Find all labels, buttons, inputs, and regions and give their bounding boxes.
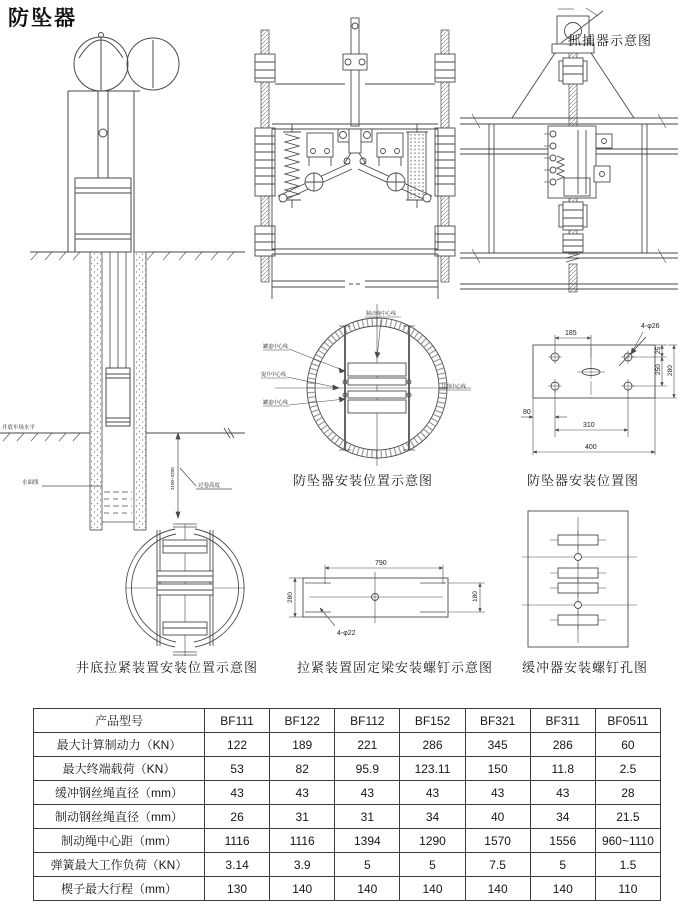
- row-label: 制动绳中心距（mm）: [34, 829, 205, 853]
- headframe-sheave: [68, 33, 179, 92]
- spec-table-head: [34, 709, 661, 733]
- spec-cell: 53: [205, 757, 270, 781]
- dim-400: 400: [585, 444, 597, 451]
- spec-cell: 82: [270, 757, 335, 781]
- table-row: [34, 733, 661, 757]
- spec-cell: 11.8: [530, 757, 595, 781]
- dim-180: 180: [472, 591, 479, 602]
- header-row: [34, 709, 661, 733]
- spec-cell: 123.11: [400, 757, 465, 781]
- spec-cell: 1570: [465, 829, 530, 853]
- caption-catcher: 抓捕器示意图: [568, 33, 653, 48]
- headframe-mast: [68, 91, 134, 252]
- spec-cell: 95.9: [335, 757, 400, 781]
- caption-pit-tension: 井底拉紧装置安装位置示意图: [76, 660, 259, 675]
- spec-cell: 1556: [530, 829, 595, 853]
- draw-bar: [343, 18, 367, 126]
- fall-arrester-mechanism-drawing: [250, 16, 460, 301]
- spec-cell: 960~1110: [595, 829, 660, 853]
- spec-cell: 34: [400, 805, 465, 829]
- col-header-model: BF112: [335, 709, 400, 733]
- mount-plate: [533, 345, 655, 398]
- row-label: 缓冲钢丝绳直径（mm）: [34, 781, 205, 805]
- col-header-product-model: 产品型号: [34, 709, 205, 733]
- row-label: 最大终端载荷（KN）: [34, 757, 205, 781]
- centerline-label-right: 井筒中心线: [441, 384, 467, 390]
- spec-cell: 345: [465, 733, 530, 757]
- spec-cell: 5: [530, 853, 595, 877]
- caption-install-position: 防坠器安装位置图: [527, 473, 640, 488]
- spec-cell: 130: [205, 877, 270, 901]
- dim-250: 250: [655, 364, 662, 375]
- dim-790: 790: [375, 560, 387, 567]
- spec-cell: 28: [595, 781, 660, 805]
- spec-cell: 140: [400, 877, 465, 901]
- lever-arms: [278, 163, 432, 202]
- dim-310: 310: [583, 422, 595, 429]
- catcher-drawing: [460, 6, 678, 298]
- spec-cell: 1116: [205, 829, 270, 853]
- spec-cell: 286: [400, 733, 465, 757]
- spec-cell: 1116: [270, 829, 335, 853]
- col-header-model: BF321: [465, 709, 530, 733]
- overwind-label: 过卷高度: [198, 483, 221, 489]
- buffer-holes-drawing: [522, 505, 637, 653]
- spec-cell: 140: [335, 877, 400, 901]
- col-header-model: BF122: [270, 709, 335, 733]
- spec-cell: 2.5: [595, 757, 660, 781]
- spec-cell: 31: [335, 805, 400, 829]
- dim-280: 280: [287, 592, 294, 603]
- bolt-holes: [548, 337, 646, 395]
- caption-install-schematic: 防坠器安装位置示意图: [293, 473, 434, 488]
- catcher-block: [544, 126, 612, 198]
- spec-cell: 150: [465, 757, 530, 781]
- spec-cell: 21.5: [595, 805, 660, 829]
- spec-cell: 43: [335, 781, 400, 805]
- centerline-label-left-top: 罐道中心线: [263, 344, 289, 350]
- spec-cell: 110: [595, 877, 660, 901]
- install-position-drawing: [515, 315, 680, 465]
- spec-cell: 122: [205, 733, 270, 757]
- dimension-lines: [521, 332, 677, 455]
- spec-table: [33, 708, 661, 901]
- spec-table-body: [34, 733, 661, 901]
- spec-cell: 43: [205, 781, 270, 805]
- spec-cell: 286: [530, 733, 595, 757]
- spec-cell: 140: [270, 877, 335, 901]
- spec-cell: 1.5: [595, 853, 660, 877]
- col-header-model: BF152: [400, 709, 465, 733]
- spec-cell: 7.5: [465, 853, 530, 877]
- centerline-label-top: 制动绳中心线: [366, 311, 397, 317]
- table-row: [34, 853, 661, 877]
- dim-280: 280: [667, 365, 674, 376]
- dim-80: 80: [523, 409, 531, 416]
- upper-conveyance: [75, 178, 131, 252]
- spec-cell: 3.14: [205, 853, 270, 877]
- lower-conveyance: [106, 368, 130, 426]
- center-hole: [309, 572, 443, 623]
- spec-cell: 140: [465, 877, 530, 901]
- dim-4phi26: 4-φ26: [641, 323, 660, 330]
- page-title: 防坠器: [8, 7, 77, 30]
- water-line-label: 水面线: [22, 480, 39, 486]
- spec-cell: 1290: [400, 829, 465, 853]
- upper-rope-clamp: [559, 58, 587, 84]
- caption-tension-beam: 拉紧装置固定梁安装螺钉示意图: [297, 660, 494, 675]
- center-linkage: [338, 129, 372, 164]
- row-label: 制动钢丝绳直径（mm）: [34, 805, 205, 829]
- dim-25: 25: [655, 346, 662, 354]
- table-row: [34, 877, 661, 901]
- dim-185: 185: [565, 330, 577, 337]
- spec-cell: 1394: [335, 829, 400, 853]
- row-label: 楔子最大行程（mm）: [34, 877, 205, 901]
- table-row: [34, 781, 661, 805]
- beam-notches: [305, 583, 446, 612]
- spec-cell: 221: [335, 733, 400, 757]
- col-header-model: BF0511: [595, 709, 660, 733]
- table-row: [34, 829, 661, 853]
- tension-beam-drawing: [275, 540, 525, 655]
- col-header-model: BF311: [530, 709, 595, 733]
- spec-cell: 26: [205, 805, 270, 829]
- cage-body-outline: [272, 249, 438, 299]
- pit-bottom-level: [0, 428, 245, 441]
- spec-cell: 31: [270, 805, 335, 829]
- dim-4phi22: 4-φ22: [337, 630, 356, 637]
- pit-level-label: 井底车场水平: [2, 425, 36, 431]
- spec-cell: 60: [595, 733, 660, 757]
- table-row: [34, 757, 661, 781]
- overwind-dim-label: 3100~3200: [170, 467, 175, 490]
- water-sump: [42, 486, 134, 522]
- spec-cell: 43: [270, 781, 335, 805]
- spec-table-wrap: [33, 708, 661, 901]
- spec-cell: 140: [530, 877, 595, 901]
- pit-tension-drawing: [105, 524, 265, 656]
- spec-cell: 5: [335, 853, 400, 877]
- shaft-elevation-drawing: [0, 28, 252, 533]
- col-header-model: BF111: [205, 709, 270, 733]
- lower-rope-clamp: [559, 202, 587, 252]
- spec-cell: 43: [400, 781, 465, 805]
- table-row: [34, 805, 661, 829]
- spec-cell: 34: [530, 805, 595, 829]
- install-schematic-drawing: [255, 300, 473, 468]
- row-label: 最大计算制动力（KN）: [34, 733, 205, 757]
- shaft-guides: [110, 252, 126, 368]
- spec-cell: 40: [465, 805, 530, 829]
- spec-cell: 189: [270, 733, 335, 757]
- spec-cell: 43: [465, 781, 530, 805]
- spec-cell: 3.9: [270, 853, 335, 877]
- caption-buffer-holes: 缓冲器安装螺钉孔图: [522, 660, 649, 675]
- screw-slots: [550, 531, 606, 629]
- row-label: 弹簧最大工作负荷（KN）: [34, 853, 205, 877]
- spec-cell: 5: [400, 853, 465, 877]
- centerline-label-left-bottom: 罐道中心线: [263, 400, 289, 406]
- centerline-label-left-mid: 提升中心线: [261, 372, 287, 378]
- spec-cell: 43: [530, 781, 595, 805]
- overwind-dimension: [176, 433, 232, 518]
